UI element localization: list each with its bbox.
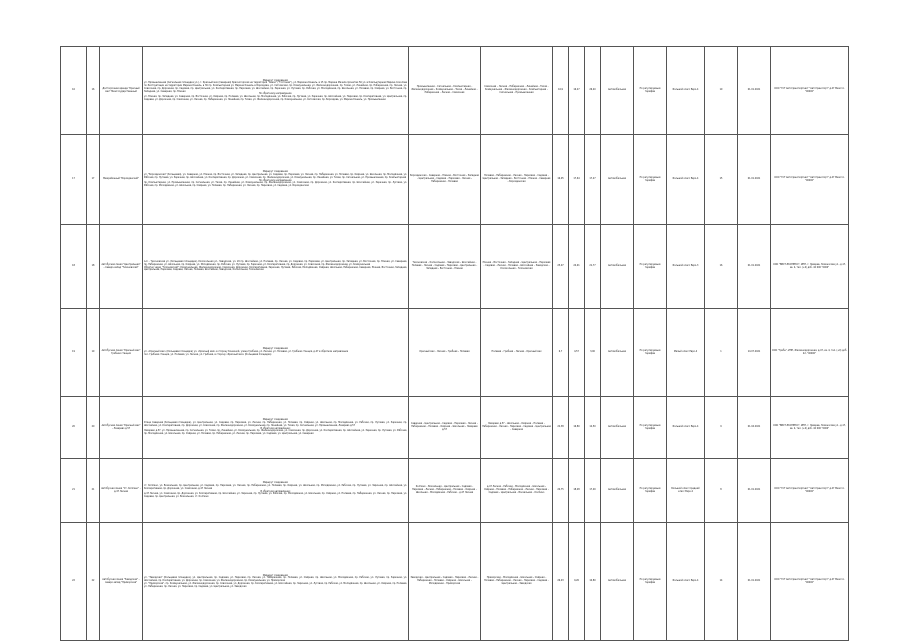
route-subnumber: 21 [91,488,95,492]
stop-mode: Автомобильная [608,177,626,181]
vehicle-count-cell [705,135,738,225]
route-name: Автобусная линия "Центральная" – Северо-запад "Тихоновский" [101,262,141,269]
length-reverse: 17,64 [573,177,580,181]
start-date-cell [738,225,771,309]
route-row [61,523,849,641]
carrier-cell [771,397,849,459]
route-name: Автобусная линия "Красный мех" – Лазарево д.57 [101,423,141,430]
vehicle-class: Большой класс Евро-3 [672,264,699,268]
route-path-cell [143,135,409,225]
length-forward: 22,38 [557,425,564,429]
length-forward-cell [553,523,569,641]
length-total: 17,00 [589,488,596,492]
stop-mode: Автомобильная [608,264,626,268]
route-path-forward: ул. Промышленная (Сигнальная площадка ул.), г. Красный мех (Северная) Красногорская на территории "Свечи" ("Гостиная"), ул. Мариона Кошель, в 15 пр. Марина Мачела проектам 56 ул. в Компьютерная Марина Соколова по Эксплуатации на территории Марина Кошель, в 36 пр. Компьютерная ул. Марина Кошель в Бороздова, ул. Ситковская, пр. Коммунальная, ул. Железнодорожная, пр. Тихая, ул. Линейная, пр. Набережная, пр. Лесная, ул. Совхозная, пр. Дорожная, пр. Садовая, пр. Центральная, ул. Кооперативная, пр. Парковая, ул. Шоссейная, пр. Заречная, ул. Луговая, пр. Рабочая, ул. Молодёжная, пр. Школьная, ул. Полевая, пр. Озёрная, ул. Восточная, пр. Западная, ул. Северная, пр. Южная [144,81,407,93]
length-reverse-cell [569,135,585,225]
length-reverse: 24,91 [573,264,580,268]
length-total: 3,00 [590,350,595,354]
length-forward: 20,75 [557,488,564,492]
route-path-forward: А-С – Тихоновская ул. (Кольцевая площадка), Колокольная ул., Заводская, ул. 20 пр. Шоссейная, ул. Полевая, пр. Лесная, ул. Садовая, пр. Парковая, ул. Центральная, пр. Западная, ул. Восточная, пр. Южная, ул. Северная, пр. Набережная, ул. Школьная, пр. Озёрная, ул. Молодёжная, пр. Рабочая, ул. Луговая, пр. Заречная, ул. Кооперативная, пр. Дорожная, ул. Совхозная, пр. Железнодорожная, ул. Коммунальная [144,260,407,266]
stop-mode: Автомобильная [608,488,626,492]
stops-reverse-cell [481,459,553,523]
stops-reverse: Лазарево д.57 – Школьная – Озёрная – Полевая – Набережная – Лесная – Парковая – Садовая – Центральная – Северная [482,422,551,431]
registry-document [60,46,848,641]
vehicle-class-cell [667,309,705,397]
length-reverse: 4,57 [574,350,579,354]
vehicle-class: Большой класс Евро-4 [672,88,699,92]
route-subnumber-cell [87,47,100,135]
route-path-cell [143,397,409,459]
route-number: 19 [72,350,75,354]
route-number-cell [61,47,87,135]
carrier-cell [771,459,849,523]
carrier-cell [771,309,849,397]
length-reverse: 16,80 [573,425,580,429]
route-path-heading: Маршрут следования: [262,573,289,577]
route-row [61,225,849,309]
route-path-heading: Маршрут следования: [262,347,289,351]
tariff-cell [634,523,667,641]
stops-reverse: Полевая – Грибная – Лесная – Красный мех [491,350,542,354]
route-path-reverse-heading: В обратном направлении: [260,489,291,493]
vehicle-class: Большой класс Евро-4 [672,425,699,429]
route-number: 21 [72,488,75,492]
route-number: 20 [72,425,75,429]
route-path-cell [143,225,409,309]
tariff-type: По регулируемым тарифам [639,577,661,584]
vehicle-class-cell [667,225,705,309]
length-forward-cell [553,47,569,135]
stop-mode: Автомобильная [608,350,626,354]
stops-forward: Заводская – Центральная – Садовая – Парковая – Лесная – Набережная – Полевая – Озёрная – Школьная – Молодёжная – Приморская [410,576,479,585]
route-path-reverse: Обратно через "Тихоновский": Коммунальная, Железнодорожная, Совхозная, Дорожная, Кооперативная, Заречная, Луговая, Рабочая, Молодёжная, Озёрная, Школьная, Набережная, Северная, Южная, Восточная, Западная, Центральная, Парковая, Садовая, Лесная, Полевая, Шоссейная, Заводская, Колокольная, Тихоновская [144,265,407,272]
length-total: 21,77 [589,264,596,268]
vehicle-class: Малый класс Евро-4 [673,350,698,354]
route-subnumber-cell [87,523,100,641]
length-total-cell [585,523,601,641]
start-date-cell [738,459,771,523]
stop-mode-cell [601,225,634,309]
vehicle-count: 9 [720,425,722,429]
route-path-forward: ул. "Бороздинская" (Кольцевая), ул. Северная, ул. Южная, пр. Восточная, ул. Западная, пр. Центральная, ул. Садовая, пр. Парковая, ул. Лесная, пр. Набережная, ул. Полевая, пр. Озёрная, ул. Школьная, пр. Молодёжная, ул. Рабочая, пр. Луговая, ул. Заречная, пр. Шоссейная, ул. Кооперативная, пр. Дорожная, ул. Совхозная, пр. Железнодорожная, ул. Коммунальная, пр. Линейная, ул. Тихая, пр. Сигнальная, ул. Промышленная, пр. Компьютерная [144,173,407,179]
route-row [61,135,849,225]
length-total-cell [585,47,601,135]
stops-reverse: Совхозная – Лесная – Набережная – Линейная – Тихая – Коммунальная – Железнодорожная – Компьютерная – Сигнальная – Промышленная [484,85,549,94]
route-registry-table [60,46,849,641]
stops-reverse: Южная – Восточная – Западная – Центральная – Парковая – Садовая – Лесная – Полевая – Шоссейная – Заводская – Колокольная – Тихоновская [482,261,551,270]
start-date: 01.01.2021 [747,488,761,492]
length-total-cell [585,225,601,309]
length-total: 17,27 [589,177,596,181]
route-subnumber-cell [87,309,100,397]
stop-mode-cell [601,459,634,523]
length-forward-cell [553,397,569,459]
stops-forward-cell [409,309,481,397]
route-number-cell [61,135,87,225]
stop-mode-cell [601,135,634,225]
route-number: 17 [72,177,75,181]
stops-reverse-cell [481,135,553,225]
route-path-forward: ул. "Заводская" (Кольцевая площадка), ул. Центральная, пр. Садовая, ул. Парковая, пр. Лесная, ул. Набережная, пр. Полевая, ул. Озёрная, пр. Школьная, ул. Молодёжная, пр. Рабочая, ул. Луговая, пр. Заречная, ул. Шоссейная, пр. Кооперативная, ул. Дорожная, пр. Совхозная, ул. Железнодорожная, пр. Коммунальная, ул. Приморская [144,576,407,583]
stops-forward: Бороздинская – Северная – Южная – Восточная – Западная – Центральная – Садовая – Парковая – Лесная – Набережная – Полевая [410,174,479,183]
carrier-info: ООО "ГСТ Автотранспортная" "Автотранспорт" д.47 Межгос. "00000" [774,86,845,93]
route-row [61,309,849,397]
route-path-cell [143,459,409,523]
stops-forward: Северная – Центральная – Садовая – Парковая – Лесная – Набережная – Полевая – Озёрная – Школьная – Лазарево д.57 [411,422,478,431]
start-date: 01.01.2021 [747,264,761,268]
vehicle-count: 15 [719,177,723,181]
route-name-cell [100,523,143,641]
length-total-cell [585,397,601,459]
carrier-info: ООО "ГСТ Автотранспортная" "Автотранспорт" д.47 Межгос. "00000" [774,577,845,584]
length-forward: 6,7 [558,350,563,354]
route-subnumber: 17 [91,177,95,181]
stop-mode-cell [601,309,634,397]
vehicle-count-cell [705,397,738,459]
tariff-cell [634,47,667,135]
route-name: Долгосрочная аренда "Красный мех" Межгосударственный [102,86,140,93]
length-total: 12,50 [589,425,596,429]
stops-forward: Промышленная – Сигнальная – Компьютерная – Железнодорожная – Коммунальная – Тихая – Линейная – Набережная – Лесная – Совхозная [411,85,478,94]
route-path-reverse: ул. "Приморская", пр. Коммунальная, ул. Железнодорожная, пр. Совхозная, ул. Дорожная, пр. Кооперативная, ул. Шоссейная, пр. Заречная, ул. Луговая, пр. Рабочая, ул. Молодёжная, пр. Школьная, ул. Озёрная, пр. Полевая, ул. Набережная, пр. Лесная, ул. Парковая, пр. Садовая, ул. Центральная, ул. Заводская [144,581,407,588]
length-reverse: 16,27 [573,88,580,92]
length-forward: 16,9 [558,88,563,92]
length-total-cell [585,135,601,225]
start-date-cell [738,309,771,397]
route-path-forward: Улица Северная (Кольцевая площадка), ул. Центральная, ул. Садовая, пр. Парковая, ул. Лесная, пр. Набережная, ул. Полевая, пр. Озёрная, ул. Школьная, пр. Молодёжная, ул. Рабочая, пр. Луговая, ул. Заречная, пр. Шоссейная, ул. Кооперативная, пр. Дорожная, ул. Совхозная, пр. Железнодорожная, ул. Коммунальная, пр. Линейная, ул. Тихая, пр. Сигнальная, ул. Промышленная, Лазарево д.57 [144,421,407,427]
length-forward: 26,03 [557,579,564,583]
stops-reverse-cell [481,523,553,641]
length-forward-cell [553,309,569,397]
route-name: Автобусная линия "Красный мех" Грибная станция [101,348,141,355]
start-date-cell [738,523,771,641]
route-path-forward: ст. Колпино, ул. Вокзальная, пр. Центральная, ул. Садовая, пр. Парковая, ул. Лесная, пр. Набережная, ул. Полевая, пр. Озёрная, ул. Школьная, пр. Молодёжная, ул. Рабочая, пр. Луговая, ул. Заречная, пр. Шоссейная, ул. Кооперативная, пр. Дорожная, ул. Совхозная, д.47 Лесная [144,484,407,490]
route-row [61,459,849,523]
carrier-info: ООО "ВВСТ-ЭКСПРЕСС", ИНН, г. Лазарев, Ломоносова ул., д.17, кв. 4, тел. (+0) доб. 42 000 "0000" [773,262,846,269]
vehicle-count: 1 [720,350,722,354]
length-reverse: 9,26 [574,579,579,583]
length-reverse: 18,28 [573,488,580,492]
route-path-reverse-heading: По обратному направлению: [258,178,293,182]
stops-forward-cell [409,135,481,225]
vehicle-count-cell [705,47,738,135]
carrier-info: ООО "ГСТ Автотранспортная" "Автотранспорт" д.47 Межгос. "00000" [774,175,845,182]
carrier-cell [771,135,849,225]
route-path-reverse: пр. Компьютерная, ул. Промышленная, пр. Сигнальная, ул. Тихая, пр. Линейная, ул. Коммунальная, пр. Железнодорожная, ул. Совхозная, пр. Дорожная, ул. Кооперативная, пр. Шоссейная, ул. Заречная, пр. Луговая, ул. Рабочая, пр. Молодёжная, ул. Школьная, пр. Озёрная, ул. Полевая, пр. Набережная, ул. Лесная, пр. Парковая, ул. Садовая, ул. Бороздинская [144,181,407,187]
stops-reverse-cell [481,47,553,135]
route-number: 22 [72,579,75,583]
route-subnumber: 19 [91,350,95,354]
length-reverse-cell [569,47,585,135]
tariff-cell [634,135,667,225]
route-number-cell [61,523,87,641]
start-date: 01.04.2021 [747,425,761,429]
length-forward: 16,05 [557,177,564,181]
carrier-info: ООО "ГСТ Автотранспортная" "Автотранспорт" д.47 Межгос. "00000" [774,486,845,493]
route-name: Межрайонный "Бороздинский" [103,177,139,181]
route-path-reverse: ул. Южная, пр. Западная, ул. Северная, пр. Восточная, ул. Озёрная, пр. Полевая, ул. Школьная, пр. Молодёжная, ул. Рабочая, пр. Луговая, ул. Заречная, пр. Шоссейная, ул. Парковая, пр. Кооперативная, ул. Центральная, пр. Садовая, ул. Дорожная, пр. Совхозная, ул. Лесная, пр. Набережная, ул. Линейная, пр. Тихая, ул. Железнодорожная, пр. Коммунальная, ул. Ситковская, пр. Бороздова, ул. Марина Кошель, ул. Промышленная [144,94,407,101]
route-number: 16 [72,88,75,92]
route-path-heading: Маршрут следования: [262,418,289,422]
route-subnumber-cell [87,135,100,225]
length-total: 26,40 [589,88,596,92]
stops-reverse-cell [481,225,553,309]
vehicle-count: 8 [720,488,722,492]
route-number: 18 [72,264,75,268]
stop-mode-cell [601,47,634,135]
start-date-cell [738,135,771,225]
length-forward-cell [553,135,569,225]
route-subnumber: 18 [91,264,95,268]
vehicle-class-cell [667,135,705,225]
stops-forward: Колпино – Вокзальная – Центральная – Садовая – Парковая – Лесная – Набережная – Полевая – Озёрная – Школьная – Молодёжная – Рабочая – д.47 Лесная [412,485,477,494]
length-reverse-cell [569,397,585,459]
route-path-cell [143,523,409,641]
stops-forward-cell [409,459,481,523]
tariff-cell [634,225,667,309]
route-path-heading: Маршрут следования: [262,481,289,485]
route-path-cell [143,309,409,397]
length-total-cell [585,459,601,523]
route-path-reverse: пос. Грибная станция, ул. Полевая, ул. Лесная, ул. Грибная, в сторону «Красный мех» (Кольцевая площадка) [144,352,272,356]
vehicle-count-cell [705,459,738,523]
stops-reverse-cell [481,309,553,397]
tariff-cell [634,309,667,397]
tariff-type: По регулируемым тарифам [639,486,661,493]
tariff-type: По регулируемым тарифам [639,262,661,269]
route-path-heading: Маршрут следования: [262,170,289,174]
tariff-cell [634,459,667,523]
length-total: 10,80 [589,579,596,583]
stops-reverse: Полевая – Набережная – Лесная – Парковая – Садовая – Центральная – Западная – Восточная – Южная – Северная – Бороздинская [482,174,551,183]
vehicle-class: Большой класс Евро-4 [672,177,699,181]
route-subnumber-cell [87,459,100,523]
stops-forward-cell [409,397,481,459]
vehicle-count: 19 [719,88,723,92]
carrier-cell [771,225,849,309]
route-subnumber-cell [87,397,100,459]
stops-forward: Красный мех – Лесная – Грибная – Полевая [419,350,470,354]
stops-reverse: д.47 Лесная – Рабочая – Молодёжная – Школьная – Озёрная – Полевая – Набережная – Лесная – Парковая – Садовая – Центральная – Вокзальная – Колпино [484,485,549,494]
carrier-info: ООО "ВВСТ-ЭКСПРЕСС", ИНН, г. Лазарев, Ломоносова ул., д.17, кв. 4, тел. (+0) доб. 42 000 "0000" [773,423,846,430]
route-name-cell [100,309,143,397]
stop-mode: Автомобильная [608,579,626,583]
route-subnumber: 22 [91,579,95,583]
stop-mode: Автомобильная [608,88,626,92]
route-path-reverse-heading: По обратному направлению: [258,92,293,96]
tariff-type: По регулируемым тарифам [639,423,661,430]
route-name-cell [100,225,143,309]
route-name-cell [100,397,143,459]
carrier-info: ООО "Грибн", ИНН, Железнодорожная, д.47, кв. 4, тел. (+0) доб. 42, "00000" [772,348,848,355]
route-row [61,397,849,459]
carrier-cell [771,523,849,641]
route-path-reverse: д.47 Лесная, ул. Совхозная, пр. Дорожная, ул. Кооперативная, пр. Шоссейная, ул. Заречная, пр. Луговая, ул. Рабочая, пр. Молодёжная, ул. Школьная, пр. Озёрная, ул. Полевая, пр. Набережная, ул. Лесная, пр. Парковая, ул. Садовая, пр. Центральная, ул. Вокзальная, ст. Колпино [144,492,407,498]
tariff-type: По регулируемым тарифам [639,348,661,355]
length-reverse-cell [569,523,585,641]
tariff-cell [634,397,667,459]
length-reverse-cell [569,309,585,397]
route-name-cell [100,47,143,135]
route-number-cell [61,459,87,523]
tariff-type: По регулируемым тарифам [639,175,661,182]
route-name: Автобусная линия "Ст. Колпино" – д.47 Лесная [101,486,141,493]
vehicle-count: 16 [719,264,723,268]
stops-forward-cell [409,523,481,641]
vehicle-class: Большой класс Евро-4 [672,579,699,583]
route-subnumber: 16 [91,88,95,92]
route-path-heading: Маршрут следования: [262,78,289,82]
start-date-cell [738,47,771,135]
vehicle-count: 14 [719,579,723,583]
route-name: Автобусная линия "Заводская" – северо-запад "Приморская" [102,577,140,584]
route-number-cell [61,225,87,309]
route-number-cell [61,397,87,459]
length-forward: 25,07 [557,264,564,268]
route-path-cell [143,47,409,135]
route-row [61,47,849,135]
start-date: 14.07.2021 [747,350,761,354]
start-date: 01.01.2021 [747,579,761,583]
vehicle-class: Большой класс Средний класс Евро-4 [671,486,700,493]
vehicle-count-cell [705,309,738,397]
route-path-reverse-heading: В обратном направлении: [260,426,291,430]
stops-forward: Тихоновская – Колокольная – Заводская – Шоссейная – Полевая – Лесная – Садовая – Парковая – Центральная – Западная – Восточная – Южная [411,261,478,270]
stop-mode-cell [601,523,634,641]
vehicle-class-cell [667,523,705,641]
vehicle-count-cell [705,225,738,309]
carrier-cell [771,47,849,135]
route-number-cell [61,309,87,397]
vehicle-class-cell [667,397,705,459]
vehicle-class-cell [667,47,705,135]
start-date: 01.01.2021 [747,177,761,181]
stops-forward-cell [409,47,481,135]
stop-mode-cell [601,397,634,459]
stops-reverse: Приморская – Молодёжная – Школьная – Озёрная – Полевая – Набережная – Лесная – Парковая – Садовая – Центральная – Заводская [484,576,549,585]
length-reverse-cell [569,459,585,523]
tariff-type: По регулируемым тарифам [639,86,661,93]
route-name-cell [100,135,143,225]
vehicle-class-cell [667,459,705,523]
length-reverse-cell [569,225,585,309]
vehicle-count-cell [705,523,738,641]
route-subnumber: 20 [91,425,95,429]
stops-reverse-cell [481,397,553,459]
start-date: 01.01.2021 [747,88,761,92]
length-total-cell [585,309,601,397]
route-name-cell [100,459,143,523]
stop-mode: Автомобильная [608,425,626,429]
route-path-reverse: Лазарево д.57, ул. Промышленная, пр. Сигнальная, ул. Тихая, пр. Линейная, ул. Коммунальная, пр. Железнодорожная, ул. Совхозная, пр. Дорожная, ул. Кооперативная, пр. Шоссейная, ул. Заречная, пр. Луговая, ул. Рабочая, пр. Молодёжная, ул. Школьная, пр. Озёрная, ул. Полевая, пр. Набережная, ул. Лесная, пр. Парковая, ул. Садовая, ул. Центральная, ул. Северная [144,429,407,435]
stops-forward-cell [409,225,481,309]
route-path-forward: ул. «Красный мех» (Кольцевая площадка) ул. «Красный мех» в сторону Конечной, улица Грибная, ул. Лесная, ул. Полевая, ул. Грибная станция, д.47 в обратном направлении [144,350,349,354]
route-subnumber-cell [87,225,100,309]
length-forward-cell [553,225,569,309]
length-forward-cell [553,459,569,523]
start-date-cell [738,397,771,459]
